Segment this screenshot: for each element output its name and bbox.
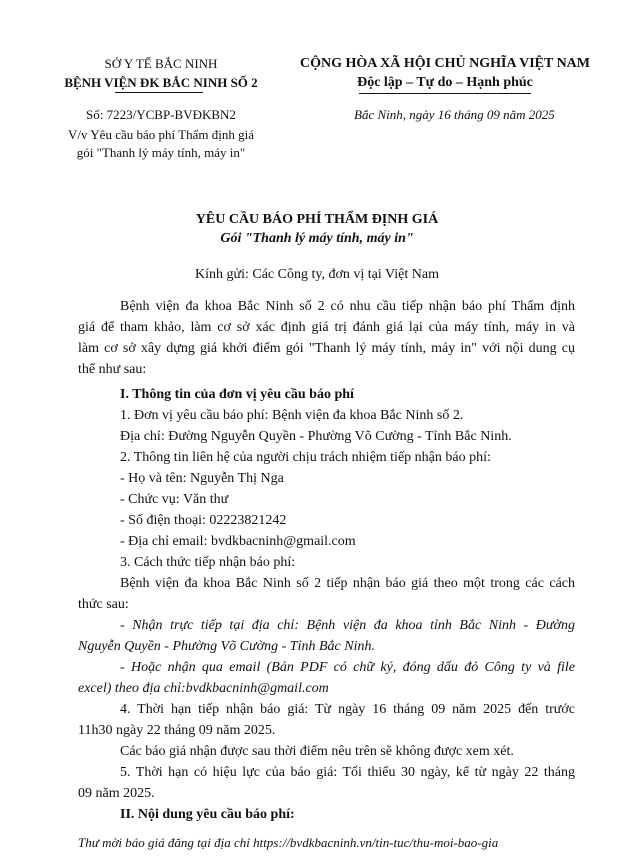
- intro-line-3: làm cơ sở xây dựng giá khởi điểm gói "Thanh lý máy tính, máy in" với nội dung cụ: [78, 341, 575, 356]
- contact-name: - Họ và tên: Nguyễn Thị Nga: [120, 471, 284, 486]
- late-submission-note: Các báo giá nhận được sau thời điểm nêu trên sẽ không được xem xét.: [120, 744, 514, 759]
- document-title: YÊU CẦU BÁO PHÍ THẨM ĐỊNH GIÁ: [195, 212, 439, 227]
- intro-line-2: giá để tham khảo, làm cơ sở xác định giá trị đánh giá lại của máy tính, máy in và: [78, 320, 575, 335]
- ministry-name: SỞ Y TẾ BẮC NINH: [104, 56, 218, 71]
- motto-underline: [359, 93, 531, 94]
- direct-receipt-line-1: - Nhận trực tiếp tại địa chỉ: Bệnh viện đa khoa tỉnh Bắc Ninh - Đường: [120, 618, 575, 633]
- direct-receipt-line-2: Nguyễn Quyền - Phường Võ Cường - Tỉnh Bắc Ninh.: [78, 639, 375, 654]
- contact-phone: - Số điện thoại: 02223821242: [120, 513, 287, 528]
- section-1-item-5-line-1: 5. Thời hạn có hiệu lực của báo giá: Tối thiểu 30 ngày, kể từ ngày 22 tháng: [120, 765, 575, 780]
- contact-email: - Địa chỉ email: bvdkbacninh@gmail.com: [120, 534, 356, 549]
- section-1-item-5-line-2: 09 năm 2025.: [78, 786, 155, 801]
- section-1-address: Địa chỉ: Đường Nguyễn Quyền - Phường Võ Cường - Tỉnh Bắc Ninh.: [120, 429, 512, 444]
- section-1-item-2: 2. Thông tin liên hệ của người chịu trách nhiệm tiếp nhận báo phí:: [120, 450, 491, 465]
- document-subtitle: Gói "Thanh lý máy tính, máy in": [220, 231, 414, 246]
- intro-line-1: Bệnh viện đa khoa Bắc Ninh số 2 có nhu cầu tiếp nhận báo phí Thẩm định: [120, 299, 575, 314]
- subject-line-1: V/v Yêu cầu báo phí Thẩm định giá: [68, 127, 254, 142]
- section-1-item-3: 3. Cách thức tiếp nhận báo phí:: [120, 555, 296, 570]
- email-receipt-line-2: excel) theo địa chỉ:bvdkbacninh@gmail.com: [78, 681, 329, 696]
- section-1-item-4-line-1: 4. Thời hạn tiếp nhận báo giá: Từ ngày 16 tháng 09 năm 2025 đến trước: [120, 702, 575, 717]
- greeting: Kính gửi: Các Công ty, đơn vị tại Việt Nam: [195, 267, 439, 282]
- item-3-description-line-2: thức sau:: [78, 597, 129, 612]
- section-1-item-4-line-2: 11h30 ngày 22 tháng 09 năm 2025.: [78, 723, 276, 738]
- issue-date: Bắc Ninh, ngày 16 tháng 09 năm 2025: [354, 107, 555, 122]
- document-number: Số: 7223/YCBP-BVĐKBN2: [86, 107, 236, 122]
- section-1-heading: I. Thông tin của đơn vị yêu cầu báo phí: [120, 387, 354, 402]
- subject-line-2: gói "Thanh lý máy tính, máy in": [76, 145, 246, 160]
- national-motto: Độc lập – Tự do – Hạnh phúc: [357, 75, 533, 90]
- footer-note: Thư mời báo giá đăng tại địa chỉ https://bvdkbacninh.vn/tin-tuc/thu-moi-bao-gia: [78, 835, 499, 850]
- contact-position: - Chức vụ: Văn thư: [120, 492, 229, 507]
- hospital-name-underline: [115, 92, 203, 93]
- national-title: CỘNG HÒA XÃ HỘI CHỦ NGHĨA VIỆT NAM: [299, 56, 590, 71]
- section-2-heading: II. Nội dung yêu cầu báo phí:: [120, 807, 295, 822]
- item-3-description-line-1: Bệnh viện đa khoa Bắc Ninh số 2 tiếp nhận báo giá theo một trong các cách: [120, 576, 575, 591]
- section-1-item-1: 1. Đơn vị yêu cầu báo phí: Bệnh viện đa khoa Bắc Ninh số 2.: [120, 408, 464, 423]
- email-receipt-line-1: - Hoặc nhận qua email (Bản PDF có chữ ký, đóng dấu đỏ Công ty và file: [120, 660, 575, 675]
- intro-line-4: thể như sau:: [78, 362, 147, 377]
- hospital-name: BỆNH VIỆN ĐK BẮC NINH SỐ 2: [64, 75, 258, 90]
